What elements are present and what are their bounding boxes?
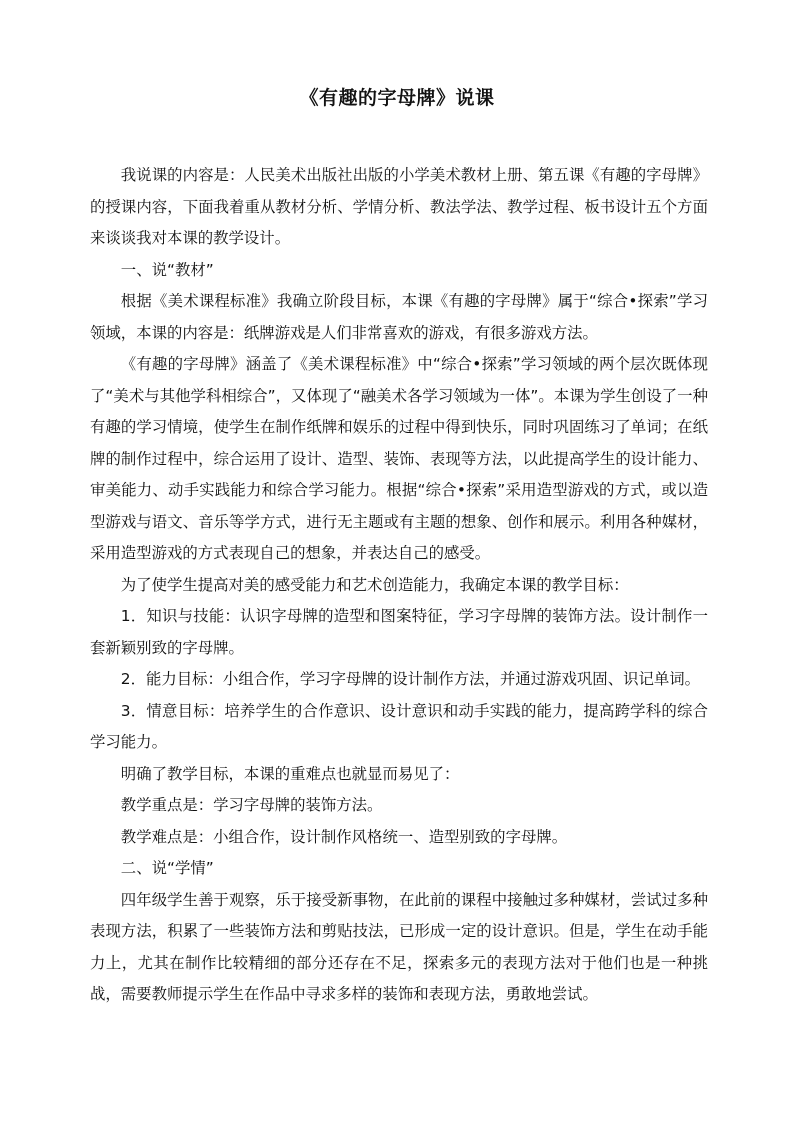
section-heading-textbook: 一、说“教材” (120, 260, 214, 279)
goal-emotion-item: 3．情意目标：培养学生的合作意识、设计意识和动手实践的能力，提高跨学科的综合学习能力。 (90, 701, 708, 751)
section-heading-students: 二、说“学情” (120, 859, 214, 877)
teaching-focus-paragraph: 教学重点是：学习字母牌的装饰方法。 (120, 796, 383, 814)
students-paragraph: 四年级学生善于观察，乐于接受新事物，在此前的课程中接触过多种媒材，尝试过多种表现方法，积累了一些装饰方法和剪贴技法，已形成一定的设计意识。但是，学生在动手能力上，尤其在制作比较精细的部分还存在不足，探索多元的表现方法对于他们也是一种挑战，需要教师提示学生在作品中寻求多样的装饰和表现方法，勇敢地尝试。 (90, 890, 708, 1003)
goals-intro-paragraph: 为了使学生提高对美的感受能力和艺术创造能力，我确定本课的教学目标： (120, 575, 629, 594)
key-points-intro-paragraph: 明确了教学目标，本课的重难点也就显而易见了： (120, 764, 460, 783)
document-title: 《有趣的字母牌》说课 (299, 87, 495, 109)
teaching-difficulty-paragraph: 教学难点是：小组合作，设计制作风格统一、造型别致的字母牌。 (120, 827, 568, 846)
document-body (90, 160, 708, 1011)
content-paragraph: 《有趣的字母牌》涵盖了《美术课程标准》中“综合•探索”学习领域的两个层次既体现了“美术与其他学科相综合”，又体现了“融美术各学习领域为一体”。本课为学生创设了一种有趣的学习情境，使学生在制作纸牌和娱乐的过程中得到快乐，同时巩固练习了单词；在纸牌的制作过程中，综合运用了设计、造型、装饰、表现等方法，以此提高学生的设计能力、审美能力、动手实践能力和综合学习能力。根据“综合•探索”采用造型游戏的方式，或以造型游戏与语文、音乐等学方式，进行无主题或有主题的想象、创作和展示。利用各种媒材，采用造型游戏的方式表现自己的想象，并表达自己的感受。 (90, 355, 708, 562)
intro-paragraph: 我说课的内容是：人民美术出版社出版的小学美术教材上册、第五课《有趣的字母牌》的授课内容，下面我着重从教材分析、学情分析、教法学法、教学过程、板书设计五个方面来谈谈我对本课的教学设计。 (90, 166, 708, 247)
standard-paragraph: 根据《美术课程标准》我确立阶段目标，本课《有趣的字母牌》属于“综合•探索”学习领域，本课的内容是：纸牌游戏是人们非常喜欢的游戏，有很多游戏方法。 (90, 292, 708, 342)
goal-ability-item: 2．能力目标：小组合作，学习字母牌的设计制作方法，并通过游戏巩固、识记单词。 (120, 670, 701, 688)
goal-knowledge-item: 1．知识与技能：认识字母牌的造型和图案特征，学习字母牌的装饰方法。设计制作一套新颖别致的字母牌。 (90, 607, 708, 657)
